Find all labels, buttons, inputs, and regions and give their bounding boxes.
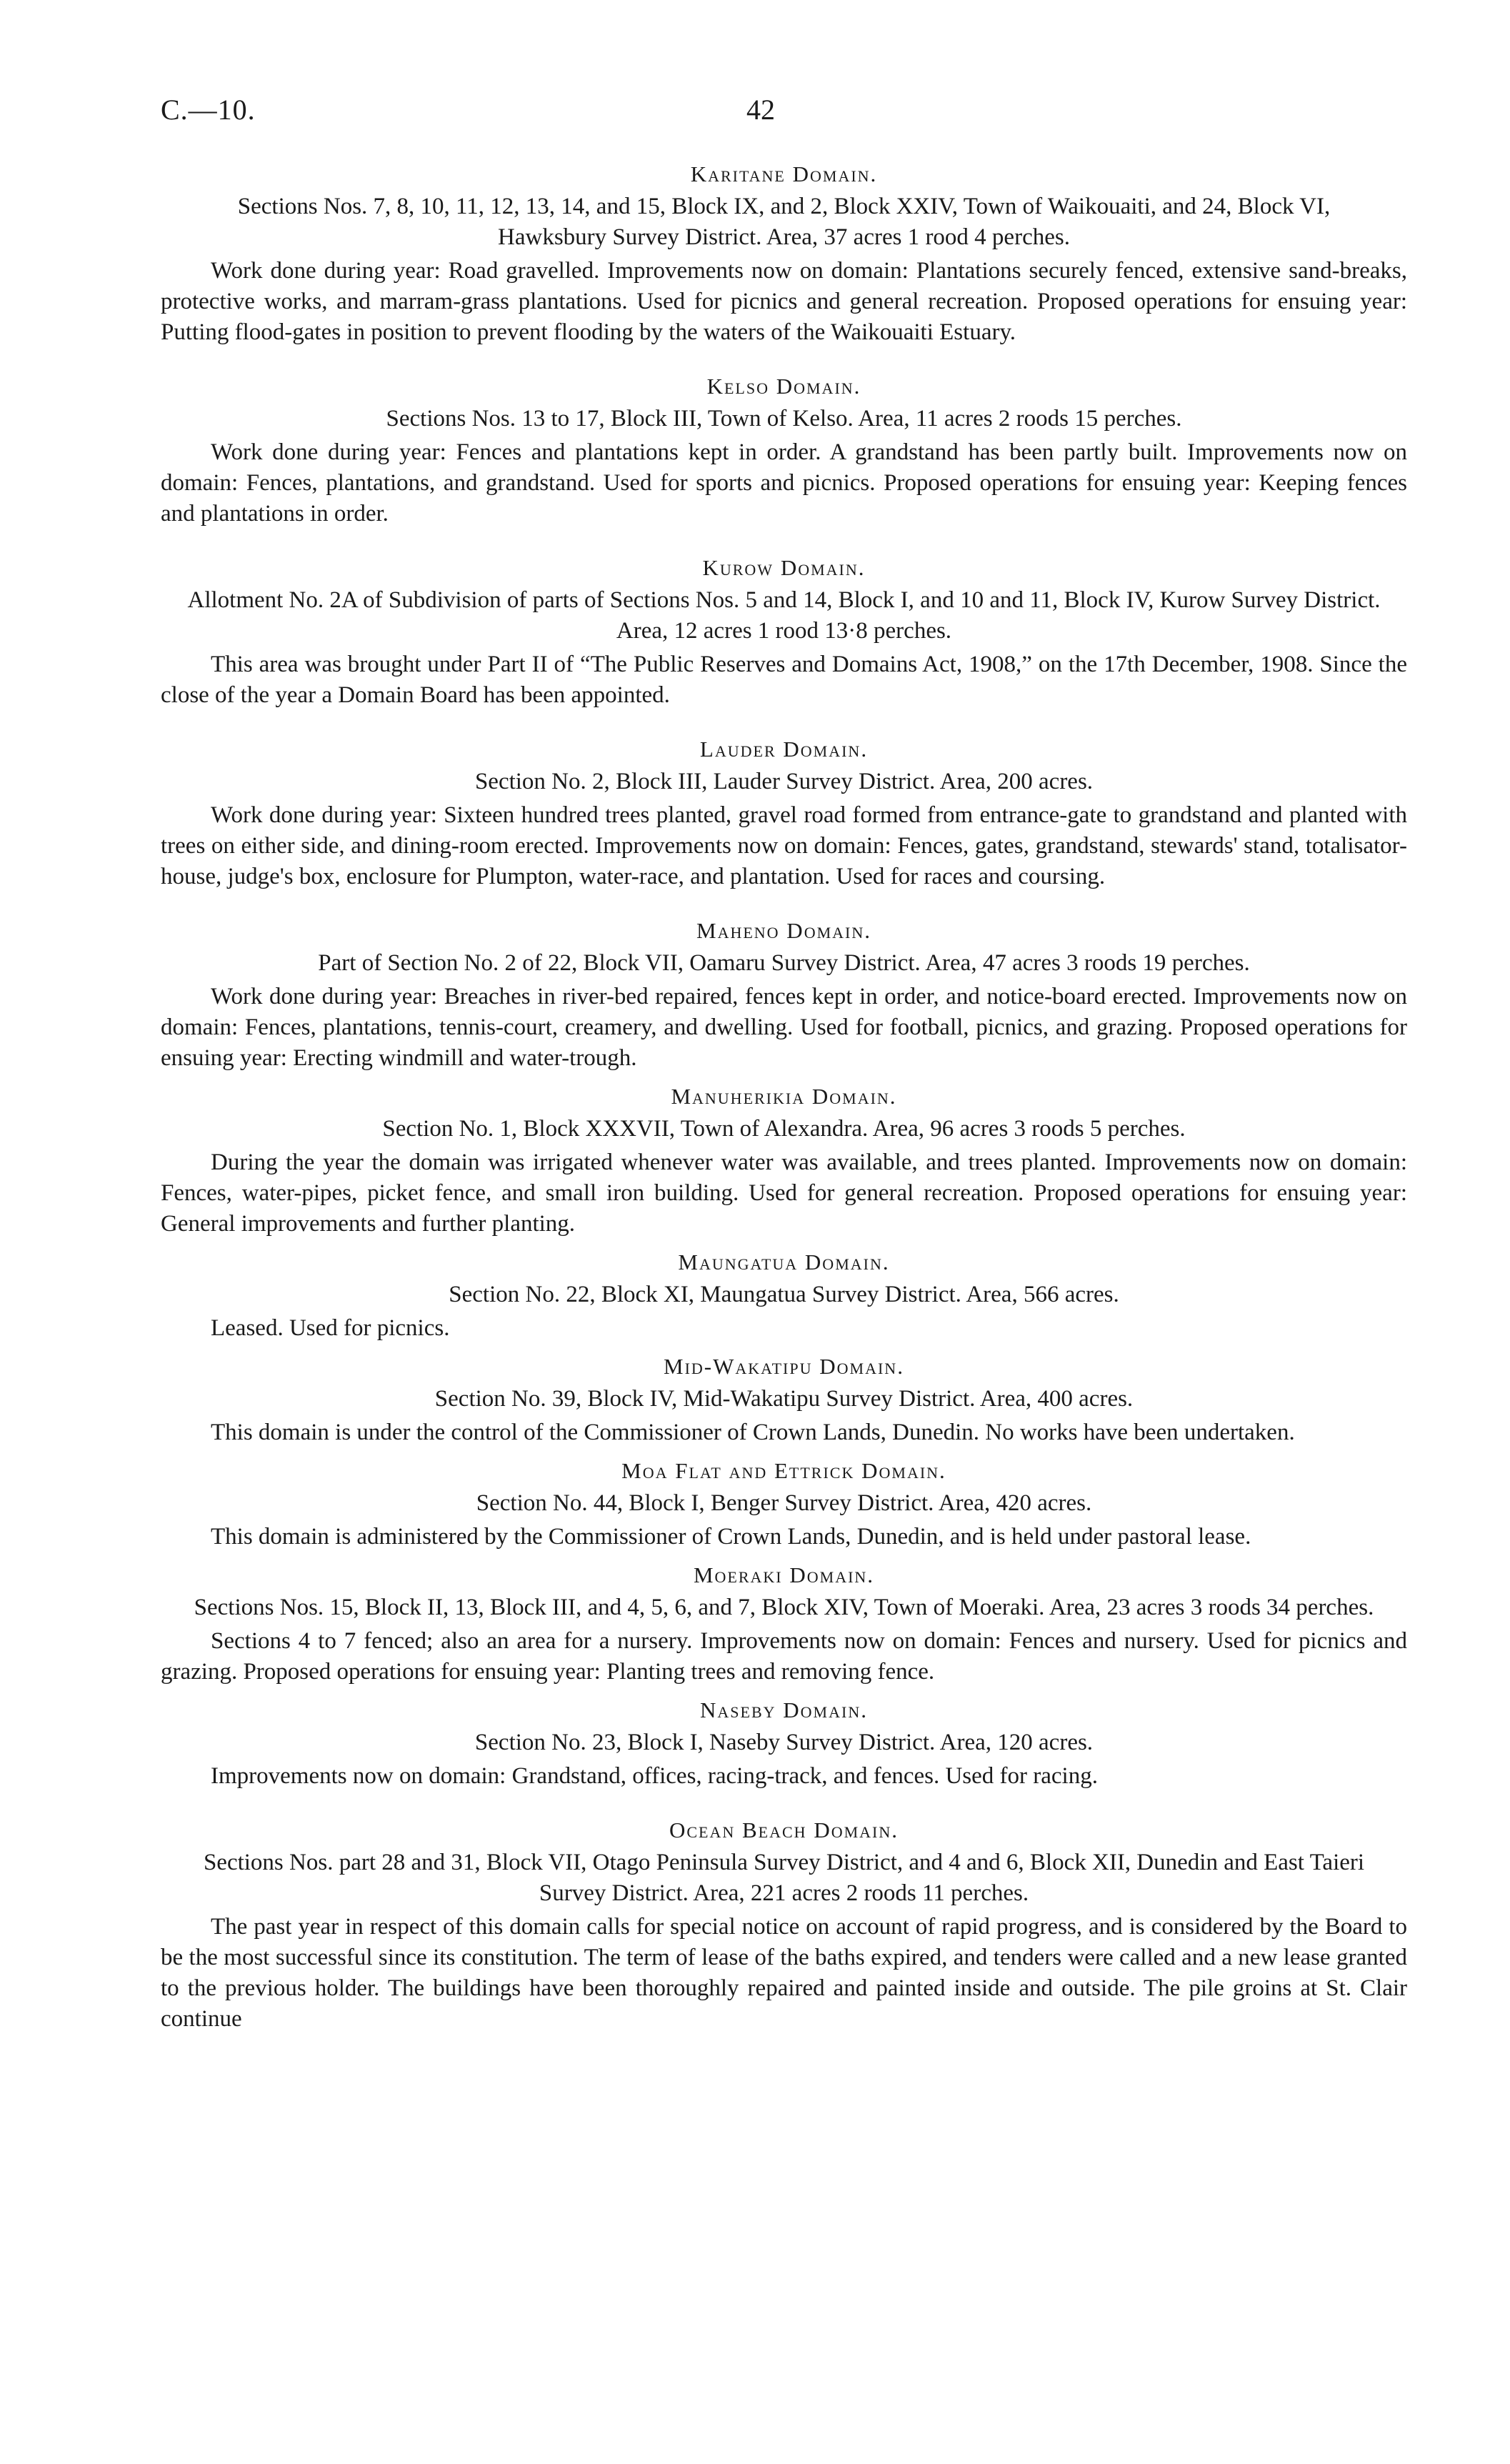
domain-section-manuherikia xyxy=(161,1084,1407,1240)
domain-text: Work done during year: Road gravelled. Improvements now on domain: Plantations securely fenced, extensive sand-breaks, protective works, and marram-grass plantations. Used for picnics and general recreation. Proposed operations for ensuing year: Putting flood-gates in position to prevent flooding by the waters of the Waikouaiti Estuary. xyxy=(161,258,1407,345)
domain-location: Sections Nos. 13 to 17, Block III, Town of Kelso. Area, 11 acres 2 roods 15 perches. xyxy=(386,406,1182,432)
domain-section-maungatua xyxy=(161,1250,1407,1344)
domain-location: Section No. 44, Block I, Benger Survey District. Area, 420 acres. xyxy=(476,1490,1092,1516)
domain-title: Manuherikia Domain. xyxy=(671,1084,897,1109)
domain-title: Kurow Domain. xyxy=(702,555,866,580)
domain-text: During the year the domain was irrigated whenever water was available, and trees planted. Improvements now on domain: Fences, water-pipes, picket fence, and small iron building. Used for general recreation. Proposed operations for ensuing year: General improvements and further planting. xyxy=(161,1149,1407,1237)
domain-title: Ocean Beach Domain. xyxy=(669,1817,899,1842)
domain-location: Section No. 23, Block I, Naseby Survey District. Area, 120 acres. xyxy=(474,1730,1094,1755)
domain-title: Mid-Wakatipu Domain. xyxy=(664,1354,904,1379)
domain-location: Section No. 22, Block XI, Maungatua Survey District. Area, 566 acres. xyxy=(449,1282,1119,1307)
domain-text: Work done during year: Sixteen hundred trees planted, gravel road formed from entrance-gate to grandstand and planted with trees on either side, and dining-room erected. Improvements now on domain: Fences, gates, grandstand, stewards' stand, totalisator-house, judge's box, enclosure for Plumpton, water-race, and plantation. Used for races and coursing. xyxy=(161,802,1407,889)
domain-text: Work done during year: Fences and plantations kept in order. A grandstand has been partly built. Improvements now on domain: Fences, plantations, and grandstand. Used for sports and picnics. Proposed operations for ensuing year: Keeping fences and plantations in order. xyxy=(161,439,1407,527)
domain-location: Sections Nos. 15, Block II, 13, Block III, and 4, 5, 6, and 7, Block XIV, Town of Moeraki. Area, 23 acres 3 roods 34 perches. xyxy=(194,1595,1374,1620)
domain-text: Work done during year: Breaches in river-bed repaired, fences kept in order, and notice-board erected. Improvements now on domain: Fences, plantations, tennis-court, creamery, and dwelling. Used for football, picnics, and grazing. Proposed operations for ensuing year: Erecting windmill and water-trough. xyxy=(161,984,1407,1071)
domain-text: Sections 4 to 7 fenced; also an area for a nursery. Improvements now on domain: Fences and nursery. Used for picnics and grazing. Proposed operations for ensuing year: Planting trees and removing fence. xyxy=(161,1628,1407,1685)
domain-location: Section No. 2, Block III, Lauder Survey District. Area, 200 acres. xyxy=(474,769,1094,794)
domain-title: Moeraki Domain. xyxy=(693,1562,875,1587)
domain-location: Part of Section No. 2 of 22, Block VII, Oamaru Survey District. Area, 47 acres 3 roods 19 perches. xyxy=(318,950,1250,976)
domain-section-naseby xyxy=(161,1697,1407,1792)
domain-title: Maheno Domain. xyxy=(696,918,871,943)
domain-section-maheno xyxy=(161,918,1407,1074)
domain-section-ocean-beach xyxy=(161,1817,1407,2035)
domain-section-moa-flat xyxy=(161,1458,1407,1552)
domain-section-moeraki xyxy=(161,1562,1407,1687)
document-reference: C.—10. xyxy=(161,94,256,126)
domain-location: Sections Nos. 7, 8, 10, 11, 12, 13, 14, and 15, Block IX, and 2, Block XXIV, Town of Waikouaiti, and 24, Block VI, Hawksbury Survey District. Area, 37 acres 1 rood 4 perches. xyxy=(237,194,1331,250)
domain-location: Section No. 1, Block XXXVII, Town of Alexandra. Area, 96 acres 3 roods 5 perches. xyxy=(382,1116,1186,1142)
domain-title: Maungatua Domain. xyxy=(678,1250,890,1275)
domain-title: Kelso Domain. xyxy=(706,374,861,399)
domain-text: This area was brought under Part II of “The Public Reserves and Domains Act, 1908,” on the 17th December, 1908. Since the close of the year a Domain Board has been appointed. xyxy=(161,652,1407,708)
domain-text: Leased. Used for picnics. xyxy=(211,1315,450,1341)
domain-location: Section No. 39, Block IV, Mid-Wakatipu Survey District. Area, 400 acres. xyxy=(434,1386,1134,1412)
domain-text: The past year in respect of this domain calls for special notice on account of rapid progress, and is considered by the Board to be the most successful since its constitution. The term of lease of the baths expired, and tenders were called and a new lease granted to the previous holder. The buildings have been thoroughly repaired and painted inside and outside. The pile groins at St. Clair continue xyxy=(161,1914,1407,2032)
domain-text: This domain is administered by the Commissioner of Crown Lands, Dunedin, and is held under pastoral lease. xyxy=(211,1524,1251,1550)
domain-section-kelso xyxy=(161,374,1407,529)
domain-text: This domain is under the control of the Commissioner of Crown Lands, Dunedin. No works have been undertaken. xyxy=(211,1420,1295,1445)
domain-location: Allotment No. 2A of Subdivision of parts of Sections Nos. 5 and 14, Block I, and 10 and 11, Block IV, Kurow Survey District. Area, 12 acres 1 rood 13·8 perches. xyxy=(187,587,1381,644)
domain-title: Karitane Domain. xyxy=(690,161,878,186)
document-page xyxy=(161,93,1407,2035)
domain-title: Lauder Domain. xyxy=(699,737,869,762)
page-number: 42 xyxy=(746,94,775,126)
domain-title: Moa Flat and Ettrick Domain. xyxy=(621,1458,946,1483)
domain-title: Naseby Domain. xyxy=(700,1697,868,1722)
domain-section-karitane xyxy=(161,161,1407,348)
domain-section-lauder xyxy=(161,737,1407,892)
domain-text: Improvements now on domain: Grandstand, offices, racing-track, and fences. Used for racing. xyxy=(211,1763,1098,1789)
page-header xyxy=(161,93,1407,136)
domain-section-kurow xyxy=(161,555,1407,711)
domain-location: Sections Nos. part 28 and 31, Block VII, Otago Peninsula Survey District, and 4 and 6, Block XII, Dunedin and East Taieri Survey District. Area, 221 acres 2 roods 11 perches. xyxy=(203,1850,1365,1906)
domain-section-mid-wakatipu xyxy=(161,1354,1407,1448)
